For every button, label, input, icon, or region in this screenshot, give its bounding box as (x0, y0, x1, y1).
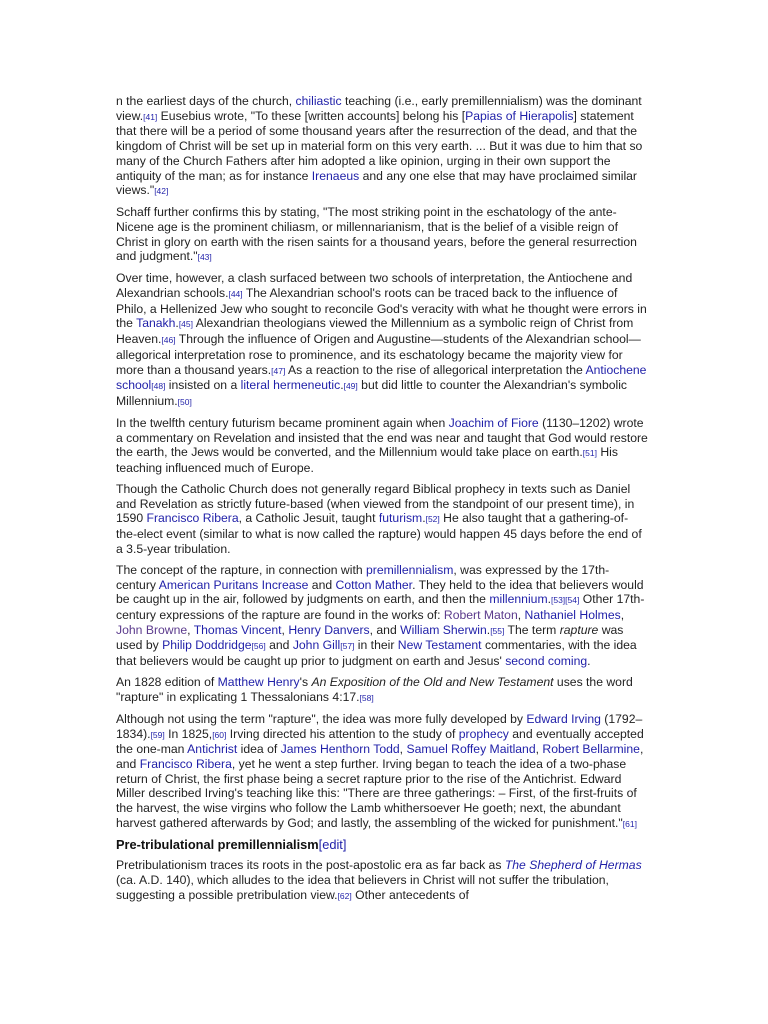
citation-45[interactable]: [45] (178, 319, 193, 330)
text-run: , was expressed by the 17th-century (116, 562, 610, 592)
text-run: and any one else that may have proclaimed similar views." (116, 168, 637, 198)
citation-56[interactable]: [56] (251, 641, 266, 652)
link-papias-of-hierapolis[interactable]: Papias of Hierapolis (465, 108, 574, 123)
text-run: , (535, 742, 543, 757)
citation-57[interactable]: [57] (340, 641, 355, 652)
link-new-testament[interactable]: New Testament (397, 638, 482, 653)
link-francisco-ribera[interactable]: Francisco Ribera (146, 511, 239, 526)
text-run: . (587, 654, 591, 669)
text-run: Although not using the term "rapture", the idea was more fully developed by (116, 711, 527, 726)
citation-49[interactable]: [49] (343, 381, 358, 392)
paragraph (116, 712, 648, 832)
link-henry-danvers[interactable]: Henry Danvers (288, 622, 370, 637)
text-run: . (340, 378, 344, 393)
link-prophecy[interactable]: prophecy (458, 726, 509, 741)
citation-43[interactable]: [43] (197, 252, 212, 263)
link-joachim-of-fiore[interactable]: Joachim of Fiore (448, 415, 539, 430)
link-premillennialism[interactable]: premillennialism (366, 562, 454, 577)
text-run: (ca. A.D. 140), which alludes to the idea that believers in Christ will not suffer the tribulation, suggesting a possible pretribulation view. (116, 873, 609, 902)
link-william-sherwin[interactable]: William Sherwin (400, 622, 487, 637)
text-run: 's (299, 675, 312, 690)
link-irenaeus[interactable]: Irenaeus (311, 168, 360, 183)
citation-60[interactable]: [60] (212, 729, 227, 740)
text-run: In the twelfth century futurism became prominent again when (116, 415, 449, 430)
text-run: , (281, 622, 289, 637)
paragraph (116, 94, 648, 199)
text-run: uses the word "rapture" in explicating 1 Thessalonians 4:17. (116, 675, 633, 704)
section-heading-title: Pre-tribulational premillennialism (116, 836, 319, 852)
italic-text: An Exposition of the Old and New Testament (311, 675, 554, 690)
text-run: insisted on a (165, 378, 241, 393)
text-run: idea of (237, 742, 281, 757)
text-run: The concept of the rapture, in connection with (116, 562, 366, 577)
text-run: teaching (i.e., early premillennialism) was the dominant view. (116, 94, 642, 123)
text-run: (1130–1202) wrote a commentary on Revelation and insisted that the end was near and taught that God would restore the earth, the Jews would be converted, and the Millennium would take place on earth. (116, 415, 648, 460)
text-run: , yet he went a step further. Irving began to teach the idea of a two-phase return of Christ, the first phase being a secret rapture prior to the rise of the Antichrist. Edward Miller described Irving's teaching like this: "There are three gatherings: – First, of the first-fruits of the harvest, the wise virgins who follow the Lamb whithersoever He goeth; next, the abundant harvest gathered afterwards by God; and lastly, the assembling of the wicked for punishment." (116, 756, 637, 830)
text-run: The term (504, 622, 560, 637)
paragraph (116, 271, 648, 409)
link-tanakh[interactable]: Tanakh (136, 316, 176, 331)
citation-44[interactable]: [44] (228, 289, 243, 300)
section-edit-link[interactable]: [edit] (318, 836, 347, 852)
text-run: , (399, 742, 407, 757)
citation-62[interactable]: [62] (337, 890, 352, 901)
citation-61[interactable]: [61] (622, 818, 637, 829)
link-literal-hermeneutic[interactable]: literal hermeneutic (240, 378, 341, 393)
text-run: n the earliest days of the church, (116, 94, 296, 108)
link-matthew-henry[interactable]: Matthew Henry (217, 675, 300, 690)
link-samuel-roffey-maitland[interactable]: Samuel Roffey Maitland (406, 742, 536, 757)
text-run: and (265, 638, 293, 653)
text-run: ] statement that there will be a period of some thousand years after the resurrection of the dead, and that the kingdom of Christ will be set up in material form on this very earth. ... But it was due to him that so many of the Church Fathers after him adopted a like opinion, urging in their own support the antiquity of the man; as for instance (116, 108, 643, 183)
link-the-shepherd-of-hermas[interactable]: The Shepherd of Hermas (504, 858, 642, 873)
citation-41[interactable]: [41] (143, 111, 158, 122)
text-run: Eusebius wrote, "To these [written accounts] belong his [ (157, 108, 466, 123)
section-heading (116, 838, 648, 853)
text-run: and eventually accepted the one-man (116, 726, 644, 757)
text-run: He also taught that a gathering-of-the-elect event (similar to what is now called the rapture) would happen 45 days before the end of a 3.5-year tribulation. (116, 511, 642, 556)
paragraph (116, 482, 648, 557)
text-run: , and (369, 622, 401, 637)
citation-55[interactable]: [55] (490, 625, 505, 636)
citation-58[interactable]: [58] (359, 692, 374, 703)
text-run: in their (354, 638, 398, 653)
text-run: , (620, 607, 625, 622)
text-run: commentaries, with the idea that believers would be caught up prior to judgment on earth and Jesus' (116, 638, 637, 669)
link-antiochene-school[interactable]: Antiochene school (116, 362, 647, 393)
text-run: , and (116, 742, 644, 771)
text-run: . (547, 592, 551, 607)
text-run: In 1825, (164, 726, 213, 741)
text-run: Other 17th-century expressions of the rapture are found in the works of: (116, 592, 645, 622)
text-run: . (175, 316, 179, 331)
article-body (116, 94, 648, 831)
citation-46[interactable]: [46] (161, 335, 176, 346)
citation-42[interactable]: [42] (154, 186, 169, 197)
text-run: An 1828 edition of (116, 675, 218, 690)
text-run: and (308, 577, 336, 592)
link-second-coming[interactable]: second coming (505, 654, 588, 669)
text-run: Other antecedents of (351, 887, 469, 902)
text-run: . (486, 622, 491, 637)
link-robert-bellarmine[interactable]: Robert Bellarmine (542, 742, 640, 757)
citation-52[interactable]: [52] (425, 514, 440, 525)
paragraph-pretribulationism (116, 858, 648, 903)
link-james-henthorn-todd[interactable]: James Henthorn Todd (280, 742, 400, 757)
paragraph (116, 563, 648, 669)
text-run: Alexandrian theologians viewed the Millennium as a symbolic reign of Christ from Heaven. (116, 316, 634, 347)
link-nathaniel-holmes[interactable]: Nathaniel Holmes (524, 607, 621, 622)
text-run: Over time, however, a clash surfaced between two schools of interpretation, the Antiochene and Alexandrian schools. (116, 271, 633, 301)
paragraph (116, 416, 648, 476)
text-run: , (187, 622, 194, 637)
paragraph (116, 205, 648, 265)
citation-48[interactable]: [48] (151, 381, 166, 392)
link-chiliastic[interactable]: chiliastic (295, 94, 342, 108)
citation-59[interactable]: [59] (150, 729, 165, 740)
text-run: . (422, 511, 426, 526)
link-edward-irving[interactable]: Edward Irving (526, 711, 601, 726)
text-run: Irving directed his attention to the study of (226, 726, 459, 741)
link-francisco-ribera[interactable]: Francisco Ribera (139, 756, 232, 771)
text-run: was used by (116, 622, 624, 653)
text-run: The Alexandrian school's roots can be traced back to the influence of Philo, a Hellenized Jew who sought to reconcile God's veracity with what he thought were errors in the (116, 286, 647, 331)
text-run: Schaff further confirms this by stating, "The most striking point in the eschatology of the ante-Nicene age is the prominent chiliasm, or millennarianism, that is the belief of a visible reign of Christ in glory on earth with the risen saints for a thousand years, before the general resurrection and judgment." (116, 205, 637, 264)
citation-53-54[interactable]: [53][54] (550, 595, 580, 606)
text-run: . They held to the idea that believers would be caught up in the air, followed by judgments on earth, and then the (116, 577, 644, 607)
text-run: Through the influence of Origen and Augustine—students of the Alexandrian school—allegorical interpretation rose to prominence, and its eschatology became the majority view for more than a thousand years. (116, 332, 641, 377)
link-american-puritans[interactable]: American Puritans (158, 577, 259, 592)
paragraph (116, 675, 648, 705)
text-run: , (517, 607, 525, 622)
link-john-browne[interactable]: John Browne (116, 622, 188, 637)
citation-51[interactable]: [51] (582, 448, 597, 459)
link-john-gill[interactable]: John Gill (292, 638, 341, 653)
text-run: but did little to counter the Alexandrian's symbolic Millennium. (116, 378, 628, 408)
text-run: Pretribulationism traces its roots in the post-apostolic era as far back as (116, 858, 505, 873)
italic-text: rapture (559, 622, 599, 637)
citation-47[interactable]: [47] (271, 365, 286, 376)
link-antichrist[interactable]: Antichrist (187, 742, 238, 757)
link-cotton-mather[interactable]: Cotton Mather (335, 577, 413, 592)
link-futurism[interactable]: futurism (378, 511, 423, 526)
text-run: His teaching influenced much of Europe. (116, 445, 618, 476)
link-philip-doddridge[interactable]: Philip Doddridge (162, 638, 252, 653)
text-run: (1792–1834). (116, 711, 643, 741)
link-thomas-vincent[interactable]: Thomas Vincent (193, 622, 282, 637)
text-run: Though the Catholic Church does not generally regard Biblical prophecy in texts such as Daniel and Revelation as strictly future-based (when viewed from the standpoint of our present time), in 1590 (116, 482, 635, 526)
link-increase[interactable]: Increase (261, 577, 309, 592)
citation-50[interactable]: [50] (177, 396, 192, 407)
link-robert-maton[interactable]: Robert Maton (443, 607, 518, 622)
link-millennium[interactable]: millennium (489, 592, 548, 607)
text-run: , a Catholic Jesuit, taught (238, 511, 379, 526)
text-run: As a reaction to the rise of allegorical interpretation the (285, 362, 586, 377)
